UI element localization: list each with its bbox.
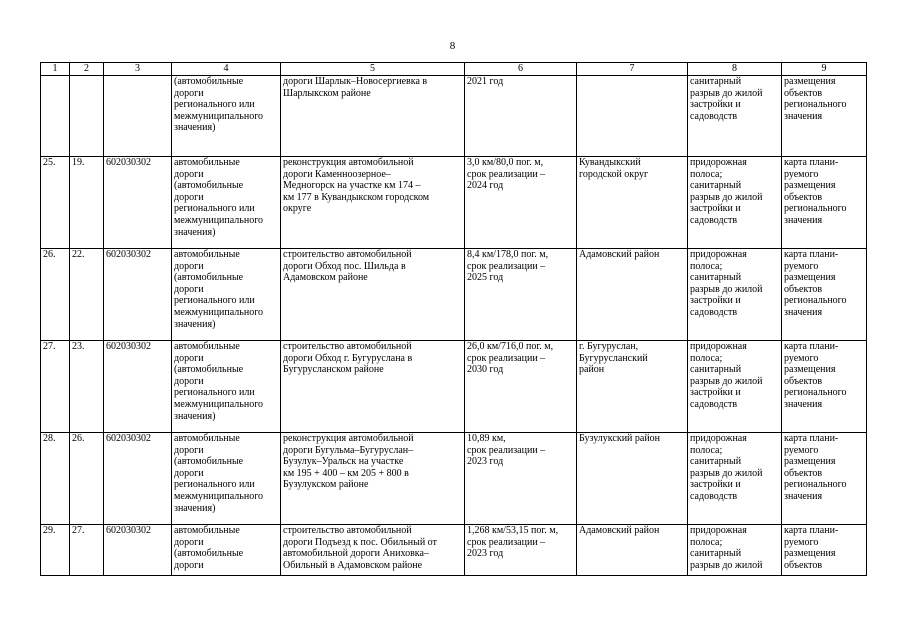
row-number-cell: 28.	[41, 433, 70, 525]
column-header: 8	[688, 63, 782, 76]
location-cell	[577, 76, 688, 157]
description-cell: строительство автомобильной дороги Подъезд к пос. Обильный от автомобильной дороги Аниховка– Обильный в Адамовском районе	[281, 525, 465, 576]
item-number-cell: 22.	[70, 249, 104, 341]
map-cell: размещения объектов регионального значения	[782, 76, 867, 157]
table-row	[41, 76, 867, 157]
item-number-cell: 27.	[70, 525, 104, 576]
column-number-row	[41, 63, 867, 76]
map-cell: карта плани- руемого размещения объектов	[782, 525, 867, 576]
characteristics-cell: 1,268 км/53,15 пог. м, срок реализации – 2023 год	[465, 525, 577, 576]
column-header: 6	[465, 63, 577, 76]
description-cell: реконструкция автомобильной дороги Бугульма–Бугуруслан– Бузулук–Уральск на участке км 195 + 400 – км 205 + 800 в Бузулукском районе	[281, 433, 465, 525]
row-number-cell: 29.	[41, 525, 70, 576]
code-cell: 602030302	[104, 249, 172, 341]
characteristics-cell: 2021 год	[465, 76, 577, 157]
table-row	[41, 249, 867, 341]
table-row	[41, 157, 867, 249]
zone-cell: придорожная полоса; санитарный разрыв до жилой	[688, 525, 782, 576]
row-number-cell	[41, 76, 70, 157]
location-cell: г. Бугуруслан, Бугурусланский район	[577, 341, 688, 433]
zone-cell: санитарный разрыв до жилой застройки и садоводств	[688, 76, 782, 157]
characteristics-cell: 3,0 км/80,0 пог. м, срок реализации – 2024 год	[465, 157, 577, 249]
zone-cell: придорожная полоса; санитарный разрыв до жилой застройки и садоводств	[688, 249, 782, 341]
column-header: 1	[41, 63, 70, 76]
row-number-cell: 26.	[41, 249, 70, 341]
row-number-cell: 27.	[41, 341, 70, 433]
code-cell	[104, 76, 172, 157]
description-cell: строительство автомобильной дороги Обход пос. Шильда в Адамовском районе	[281, 249, 465, 341]
characteristics-cell: 10,89 км, срок реализации – 2023 год	[465, 433, 577, 525]
object-type-cell: автомобильные дороги (автомобильные дороги	[172, 525, 281, 576]
document-table	[40, 62, 867, 576]
zone-cell: придорожная полоса; санитарный разрыв до жилой застройки и садоводств	[688, 341, 782, 433]
map-cell: карта плани- руемого размещения объектов регионального значения	[782, 157, 867, 249]
object-type-cell: автомобильные дороги (автомобильные дороги регионального или межмуниципального значения)	[172, 157, 281, 249]
characteristics-cell: 26,0 км/716,0 пог. м, срок реализации – 2030 год	[465, 341, 577, 433]
object-type-cell: автомобильные дороги (автомобильные дороги регионального или межмуниципального значения)	[172, 341, 281, 433]
location-cell: Кувандыкский городской округ	[577, 157, 688, 249]
characteristics-cell: 8,4 км/178,0 пог. м, срок реализации – 2025 год	[465, 249, 577, 341]
item-number-cell	[70, 76, 104, 157]
item-number-cell: 26.	[70, 433, 104, 525]
description-cell: реконструкция автомобильной дороги Каменноозерное– Медногорск на участке км 174 – км 177 в Кувандыкском городском округе	[281, 157, 465, 249]
item-number-cell: 23.	[70, 341, 104, 433]
location-cell: Адамовский район	[577, 249, 688, 341]
column-header: 4	[172, 63, 281, 76]
code-cell: 602030302	[104, 525, 172, 576]
zone-cell: придорожная полоса; санитарный разрыв до жилой застройки и садоводств	[688, 157, 782, 249]
table-row	[41, 525, 867, 576]
zone-cell: придорожная полоса; санитарный разрыв до жилой застройки и садоводств	[688, 433, 782, 525]
description-cell: строительство автомобильной дороги Обход г. Бугуруслана в Бугурусланском районе	[281, 341, 465, 433]
table-row	[41, 433, 867, 525]
location-cell: Бузулукский район	[577, 433, 688, 525]
page-number: 8	[449, 40, 456, 52]
column-header: 7	[577, 63, 688, 76]
object-type-cell: автомобильные дороги (автомобильные дороги регионального или межмуниципального значения)	[172, 249, 281, 341]
map-cell: карта плани- руемого размещения объектов регионального значения	[782, 341, 867, 433]
map-cell: карта плани- руемого размещения объектов регионального значения	[782, 249, 867, 341]
code-cell: 602030302	[104, 433, 172, 525]
column-header: 9	[782, 63, 867, 76]
row-number-cell: 25.	[41, 157, 70, 249]
location-cell: Адамовский район	[577, 525, 688, 576]
column-header: 5	[281, 63, 465, 76]
object-type-cell: автомобильные дороги (автомобильные дороги регионального или межмуниципального значения)	[172, 433, 281, 525]
map-cell: карта плани- руемого размещения объектов регионального значения	[782, 433, 867, 525]
column-header: 2	[70, 63, 104, 76]
column-header: 3	[104, 63, 172, 76]
table-row	[41, 341, 867, 433]
item-number-cell: 19.	[70, 157, 104, 249]
code-cell: 602030302	[104, 157, 172, 249]
description-cell: дороги Шарлык–Новосергиевка в Шарлыкском районе	[281, 76, 465, 157]
code-cell: 602030302	[104, 341, 172, 433]
object-type-cell: (автомобильные дороги регионального или межмуниципального значения)	[172, 76, 281, 157]
